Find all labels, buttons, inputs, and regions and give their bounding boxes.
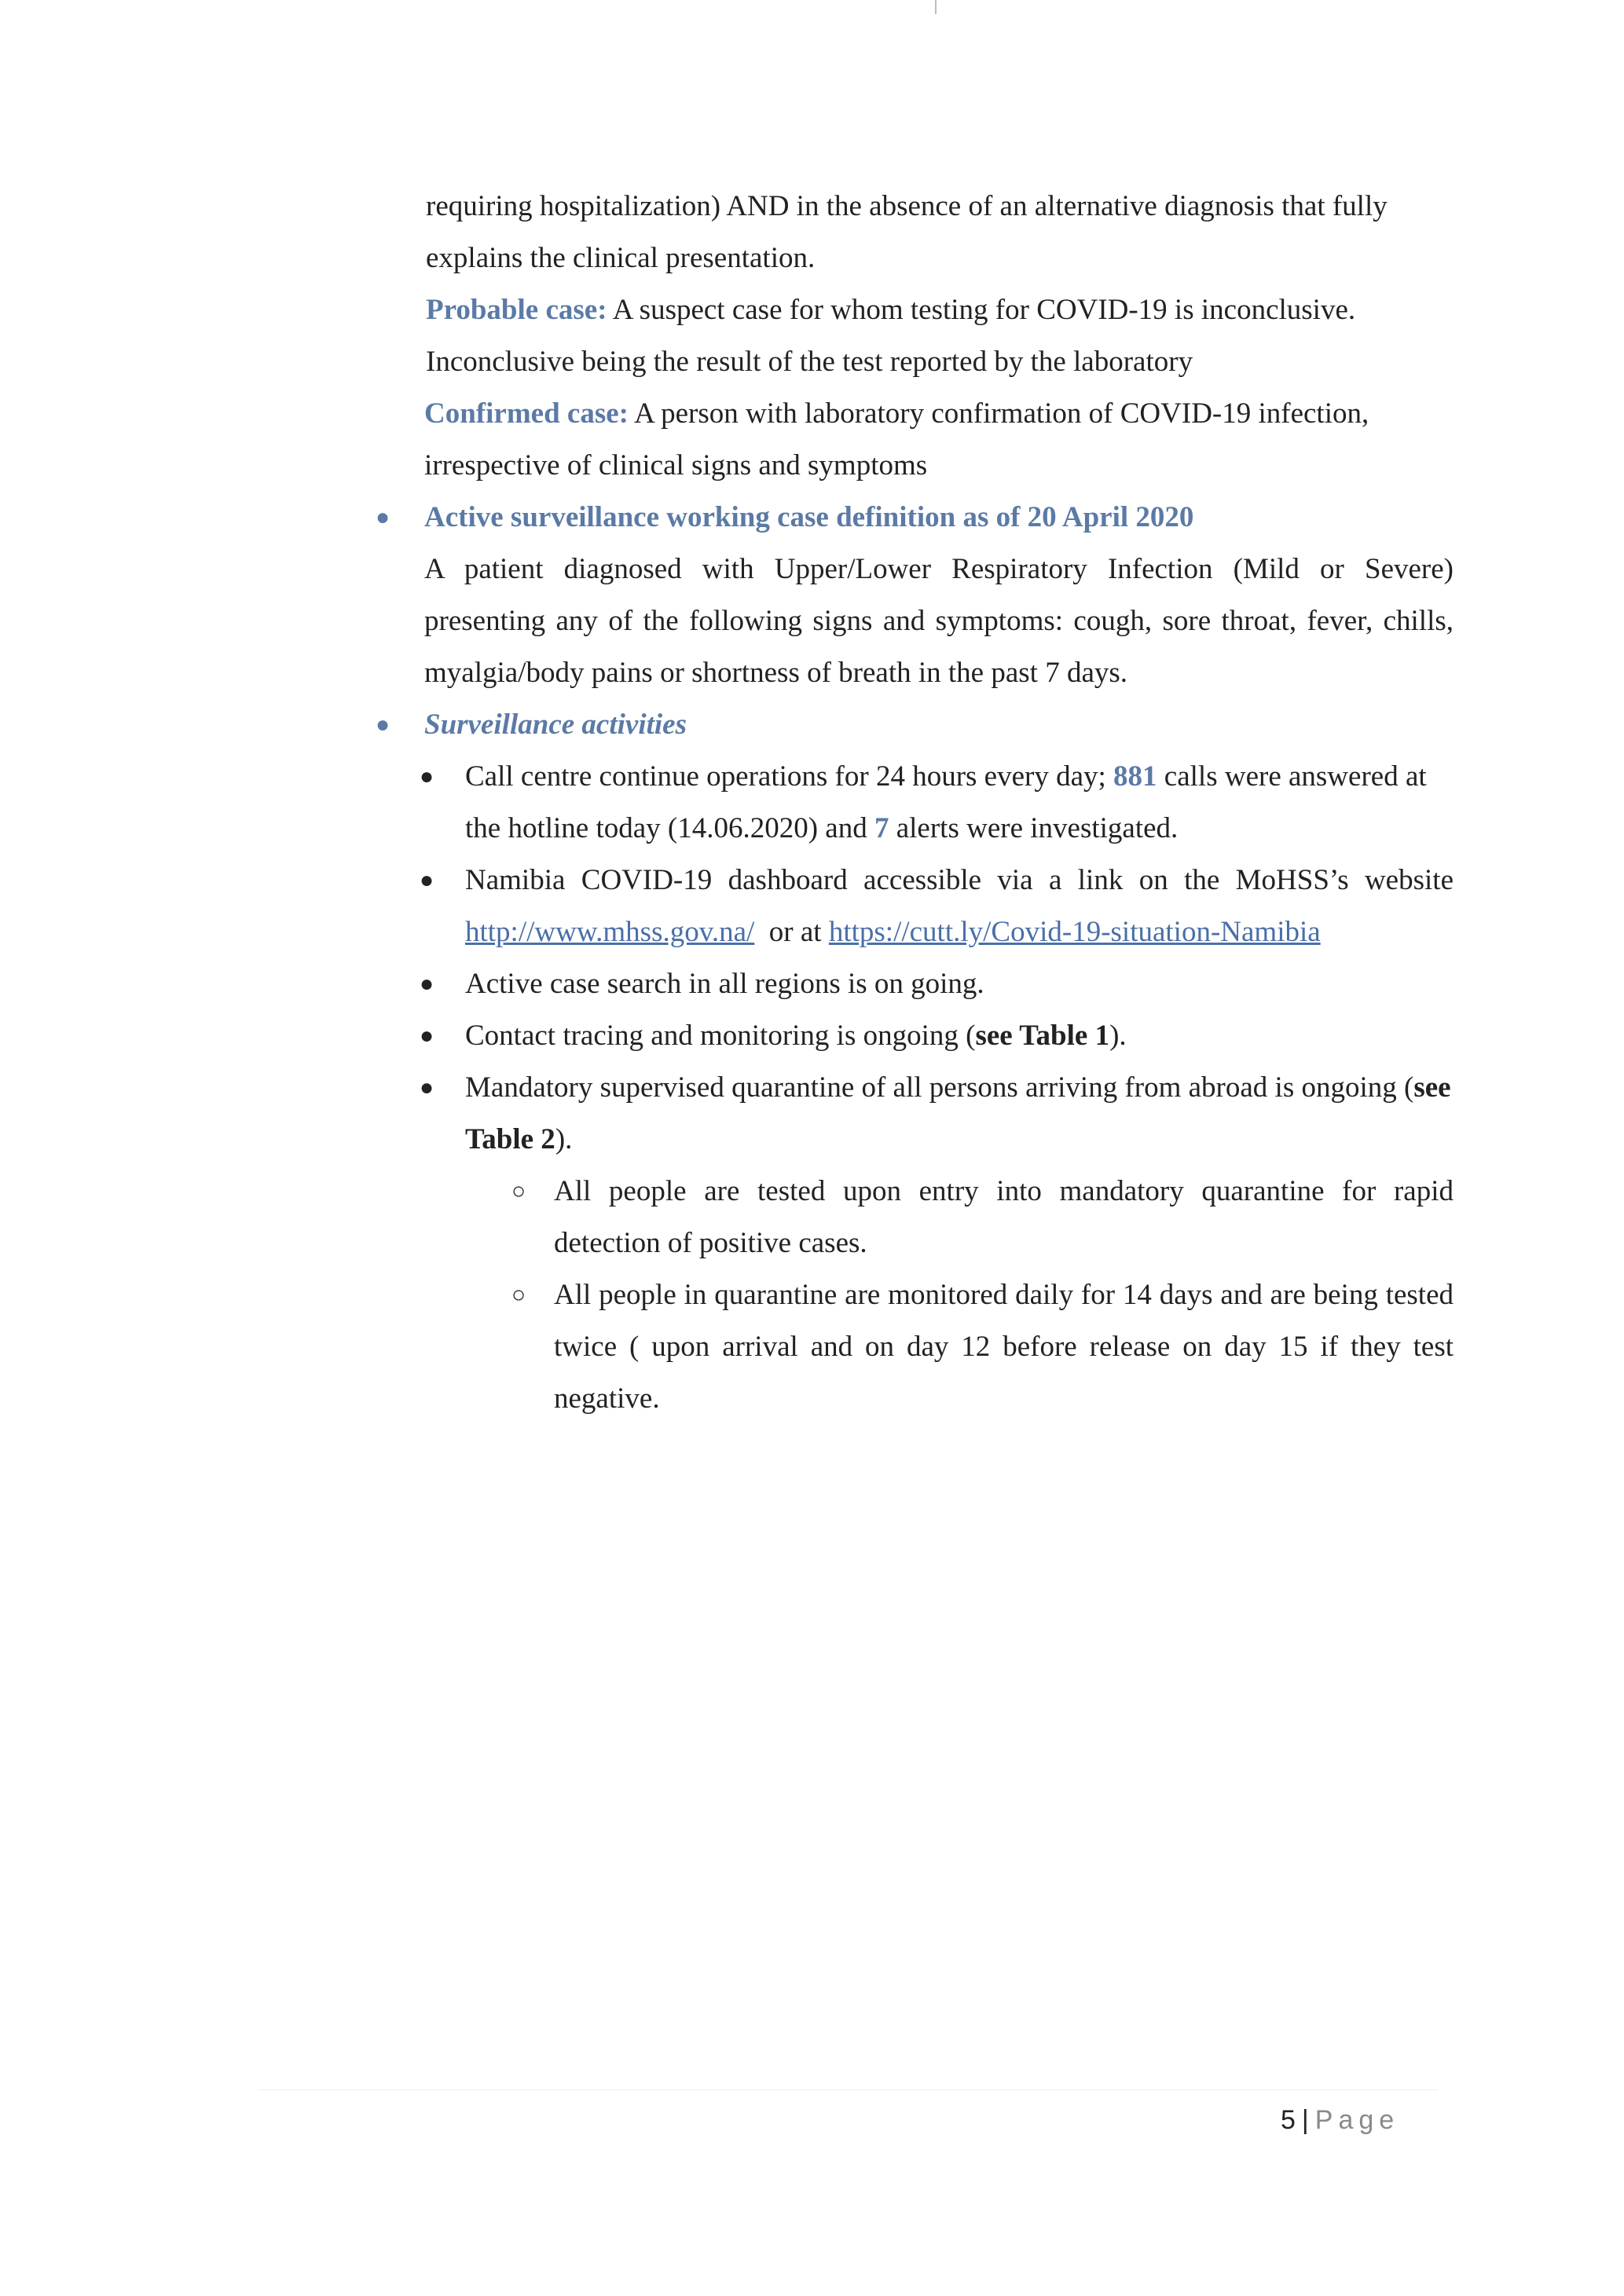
page-footer <box>1281 2105 1399 2136</box>
active-definition-text: A patient diagnosed with Upper/Lower Respiratory Infection (Mild or Severe) presenting any of the following signs and symptoms: cough, sore throat, fever, chills, myalgia/body pains or shortness of breath in the past 7 days. <box>424 553 1454 689</box>
mhss-website-link[interactable]: http://www.mhss.gov.na/ <box>465 916 755 948</box>
contact-tracing-before: Contact tracing and monitoring is ongoing ( <box>465 1020 976 1052</box>
call-centre-text <box>465 751 1454 855</box>
active-definition-item <box>376 492 1454 699</box>
surveillance-activities-heading: Surveillance activities <box>424 709 687 741</box>
quarantine-item <box>420 1062 1454 1166</box>
page-number: 5 <box>1281 2105 1296 2135</box>
page-separator: | <box>1301 2105 1309 2135</box>
probable-case-paragraph <box>426 284 1454 388</box>
quarantine-before: Mandatory supervised quarantine of all persons arriving from abroad is ongoing ( <box>465 1071 1414 1104</box>
alerts-count: 7 <box>874 812 889 844</box>
dashboard-link[interactable]: https://cutt.ly/Covid-19-situation-Namibia <box>828 916 1321 948</box>
table-2-reference: see Table 2 <box>465 1071 1451 1155</box>
probable-case-text: A suspect case for whom testing for COVID-19 is inconclusive. Inconclusive being the result of the test reported by the laboratory <box>426 294 1356 378</box>
quarantine-sub-item-text: All people are tested upon entry into mandatory quarantine for rapid detection of positive cases. <box>554 1175 1454 1259</box>
footer-divider <box>259 2089 1438 2090</box>
active-search-item <box>420 958 1454 1010</box>
bullet-icon: ● <box>376 504 390 530</box>
calls-count: 881 <box>1113 760 1157 793</box>
page-content <box>376 181 1454 1425</box>
quarantine-sub-item <box>511 1166 1454 1269</box>
intro-line-1: requiring hospitalization) AND in the absence of an alternative diagnosis that fully <box>426 190 1388 222</box>
confirmed-case-paragraph <box>424 388 1454 492</box>
call-centre-before: Call centre continue operations for 24 hours every day; <box>465 760 1114 793</box>
quarantine-after: ). <box>555 1123 573 1155</box>
call-centre-after: alerts were investigated. <box>889 812 1179 844</box>
bullet-icon: ● <box>376 712 390 738</box>
table-1-reference: see Table 1 <box>975 1020 1110 1052</box>
surveillance-activities-item <box>376 699 1454 751</box>
intro-line-2: explains the clinical presentation. <box>426 242 816 274</box>
bullet-icon: ● <box>420 867 434 893</box>
probable-case-label: Probable case: <box>426 294 607 326</box>
contact-tracing-item <box>420 1010 1454 1062</box>
hollow-circle-bullet-icon: ○ <box>511 1178 526 1204</box>
contact-tracing-text <box>465 1010 1454 1062</box>
bullet-icon: ● <box>420 1075 434 1100</box>
dashboard-text <box>465 855 1454 958</box>
bullet-icon: ● <box>420 1023 434 1049</box>
dashboard-item <box>420 855 1454 958</box>
dashboard-middle: or at <box>754 916 829 948</box>
call-centre-middle: calls were answered at the hotline today (14.06.2020) and <box>465 760 1427 844</box>
contact-tracing-after: ). <box>1109 1020 1127 1052</box>
confirmed-case-text: A person with laboratory confirmation of COVID-19 infection, irrespective of clinical signs and symptoms <box>424 397 1369 482</box>
scan-mark <box>935 0 937 14</box>
bullet-icon: ● <box>420 971 434 997</box>
dashboard-before: Namibia COVID-19 dashboard accessible via a link on the MoHSS’s website <box>465 864 1454 896</box>
quarantine-text <box>465 1062 1454 1166</box>
page-label: Page <box>1314 2105 1400 2135</box>
confirmed-case-label: Confirmed case: <box>424 397 629 430</box>
quarantine-sub-item <box>511 1269 1454 1425</box>
call-centre-item <box>420 751 1454 855</box>
hollow-circle-bullet-icon: ○ <box>511 1282 526 1308</box>
active-search-text: Active case search in all regions is on going. <box>465 968 984 1000</box>
active-definition-heading: Active surveillance working case definition as of 20 April 2020 <box>424 501 1194 533</box>
bullet-icon: ● <box>420 764 434 789</box>
quarantine-sub-item-text: All people in quarantine are monitored daily for 14 days and are being tested twice ( upon arrival and on day 12 before release on day 15 if they test negative. <box>554 1279 1454 1415</box>
